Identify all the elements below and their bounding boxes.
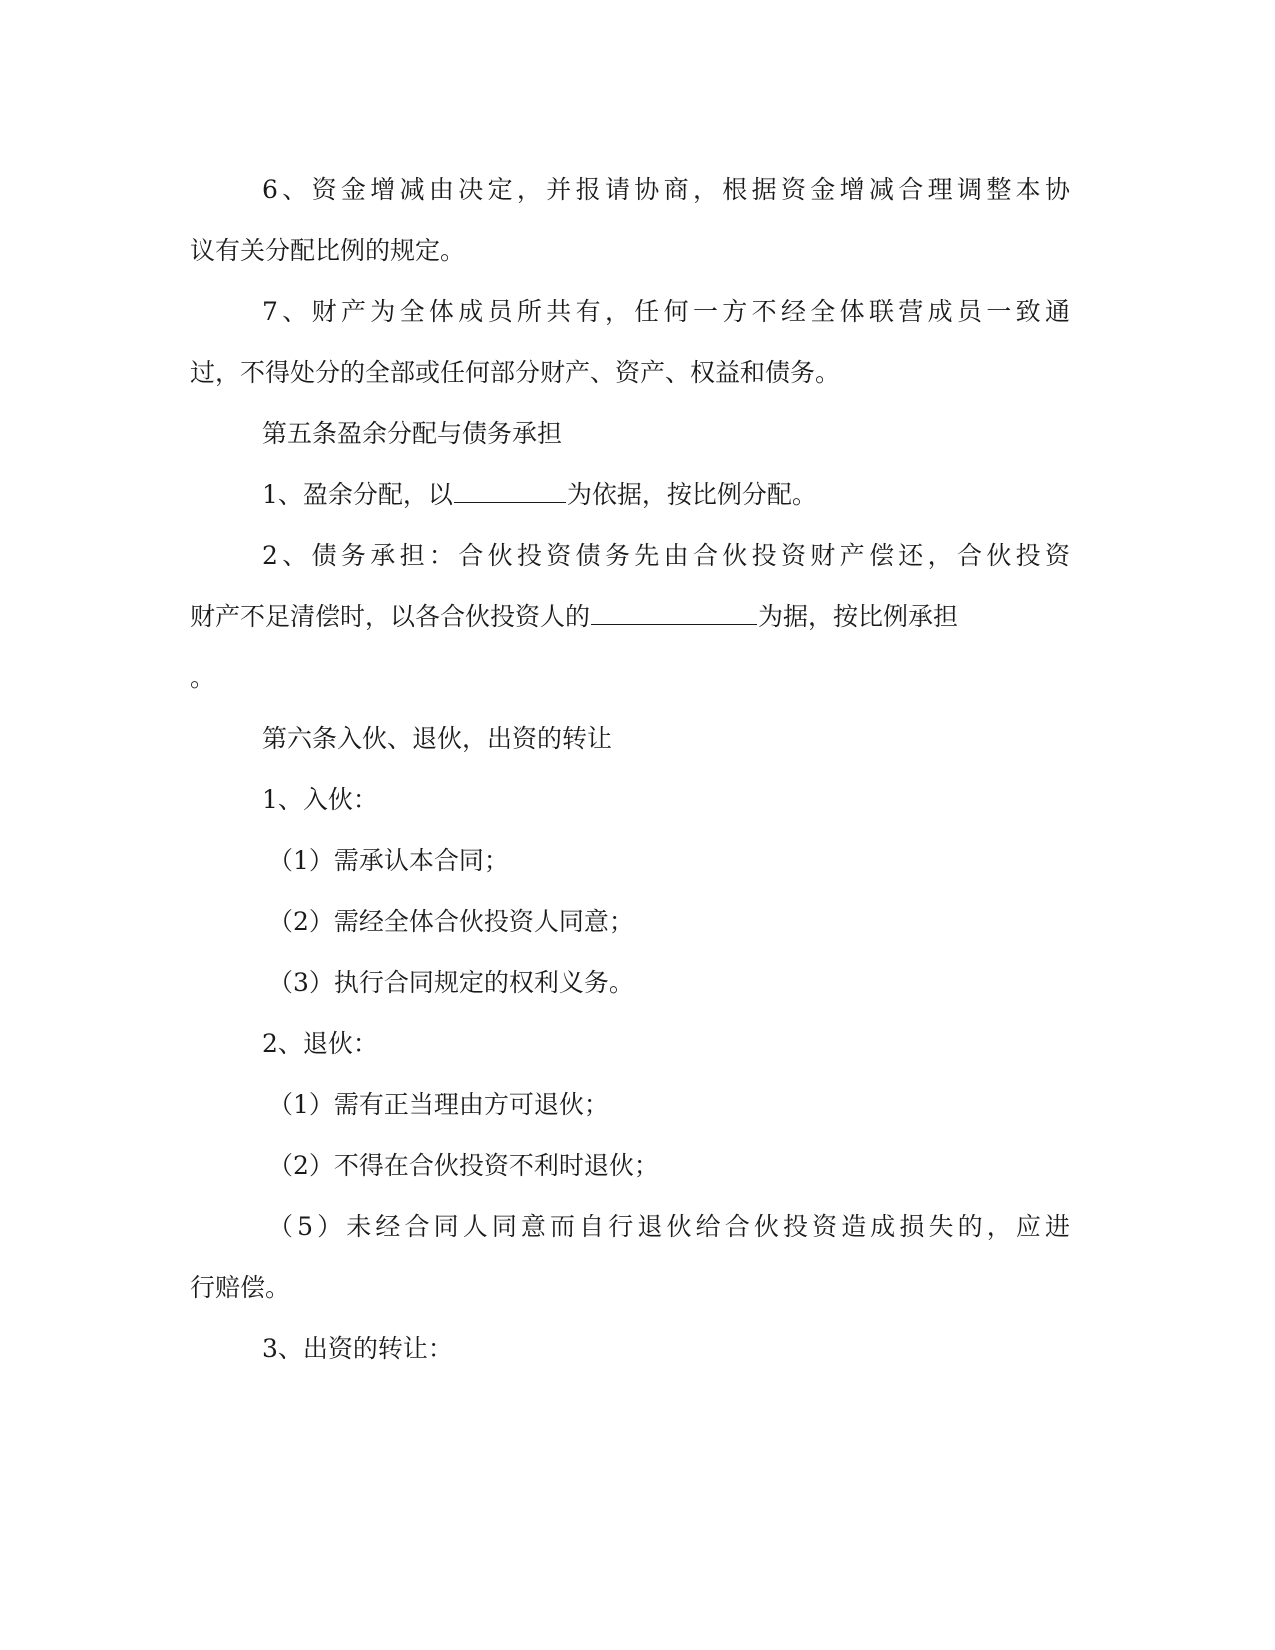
clause-7-line-1: 7、财产为全体成员所共有，任何一方不经全体联营成员一致通 xyxy=(262,297,1070,326)
article-6-heading: 第六条入伙、退伙，出资的转让 xyxy=(262,724,613,753)
withdrawal-item-1: （1）需有正当理由方可退伙； xyxy=(268,1090,609,1119)
profit-distribution-text-after: 为依据，按比例分配。 xyxy=(566,480,817,509)
withdrawal-item-5-line-2: 行赔偿。 xyxy=(190,1273,291,1302)
withdrawal-item-2: （2）不得在合伙投资不利时退伙； xyxy=(268,1151,659,1180)
debt-bearing-line-1: 2、债务承担：合伙投资债务先由合伙投资财产偿还，合伙投资 xyxy=(262,541,1070,570)
withdrawal-heading: 2、退伙： xyxy=(262,1029,378,1058)
debt-bearing-line-2 xyxy=(190,586,1070,647)
clause-6-line-1: 6、资金增减由决定，并报请协商，根据资金增减合理调整本协 xyxy=(262,175,1070,204)
admission-heading: 1、入伙： xyxy=(262,785,378,814)
admission-item-1: （1）需承认本合同； xyxy=(268,846,509,875)
debt-bearing-line-3: 。 xyxy=(190,663,216,692)
admission-item-2: （2）需经全体合伙投资人同意； xyxy=(268,907,634,936)
withdrawal-item-5-line-1: （5）未经合同人同意而自行退伙给合伙投资造成损失的，应进 xyxy=(268,1212,1070,1241)
debt-basis-blank xyxy=(591,600,757,625)
debt-bearing-text-before: 财产不足清偿时，以各合伙投资人的 xyxy=(190,602,591,631)
admission-item-3: （3）执行合同规定的权利义务。 xyxy=(268,968,634,997)
document-body xyxy=(190,159,1070,1379)
clause-6-line-2: 议有关分配比例的规定。 xyxy=(190,236,466,265)
profit-basis-blank xyxy=(454,478,566,503)
article-5-heading: 第五条盈余分配与债务承担 xyxy=(262,419,563,448)
profit-distribution-line xyxy=(190,464,1070,525)
profit-distribution-text-before: 1、盈余分配，以 xyxy=(262,480,453,509)
capital-transfer-heading: 3、出资的转让： xyxy=(262,1334,453,1363)
debt-bearing-text-after: 为据，按比例承担 xyxy=(758,602,959,631)
clause-7-line-2: 过，不得处分的全部或任何部分财产、资产、权益和债务。 xyxy=(190,358,841,387)
